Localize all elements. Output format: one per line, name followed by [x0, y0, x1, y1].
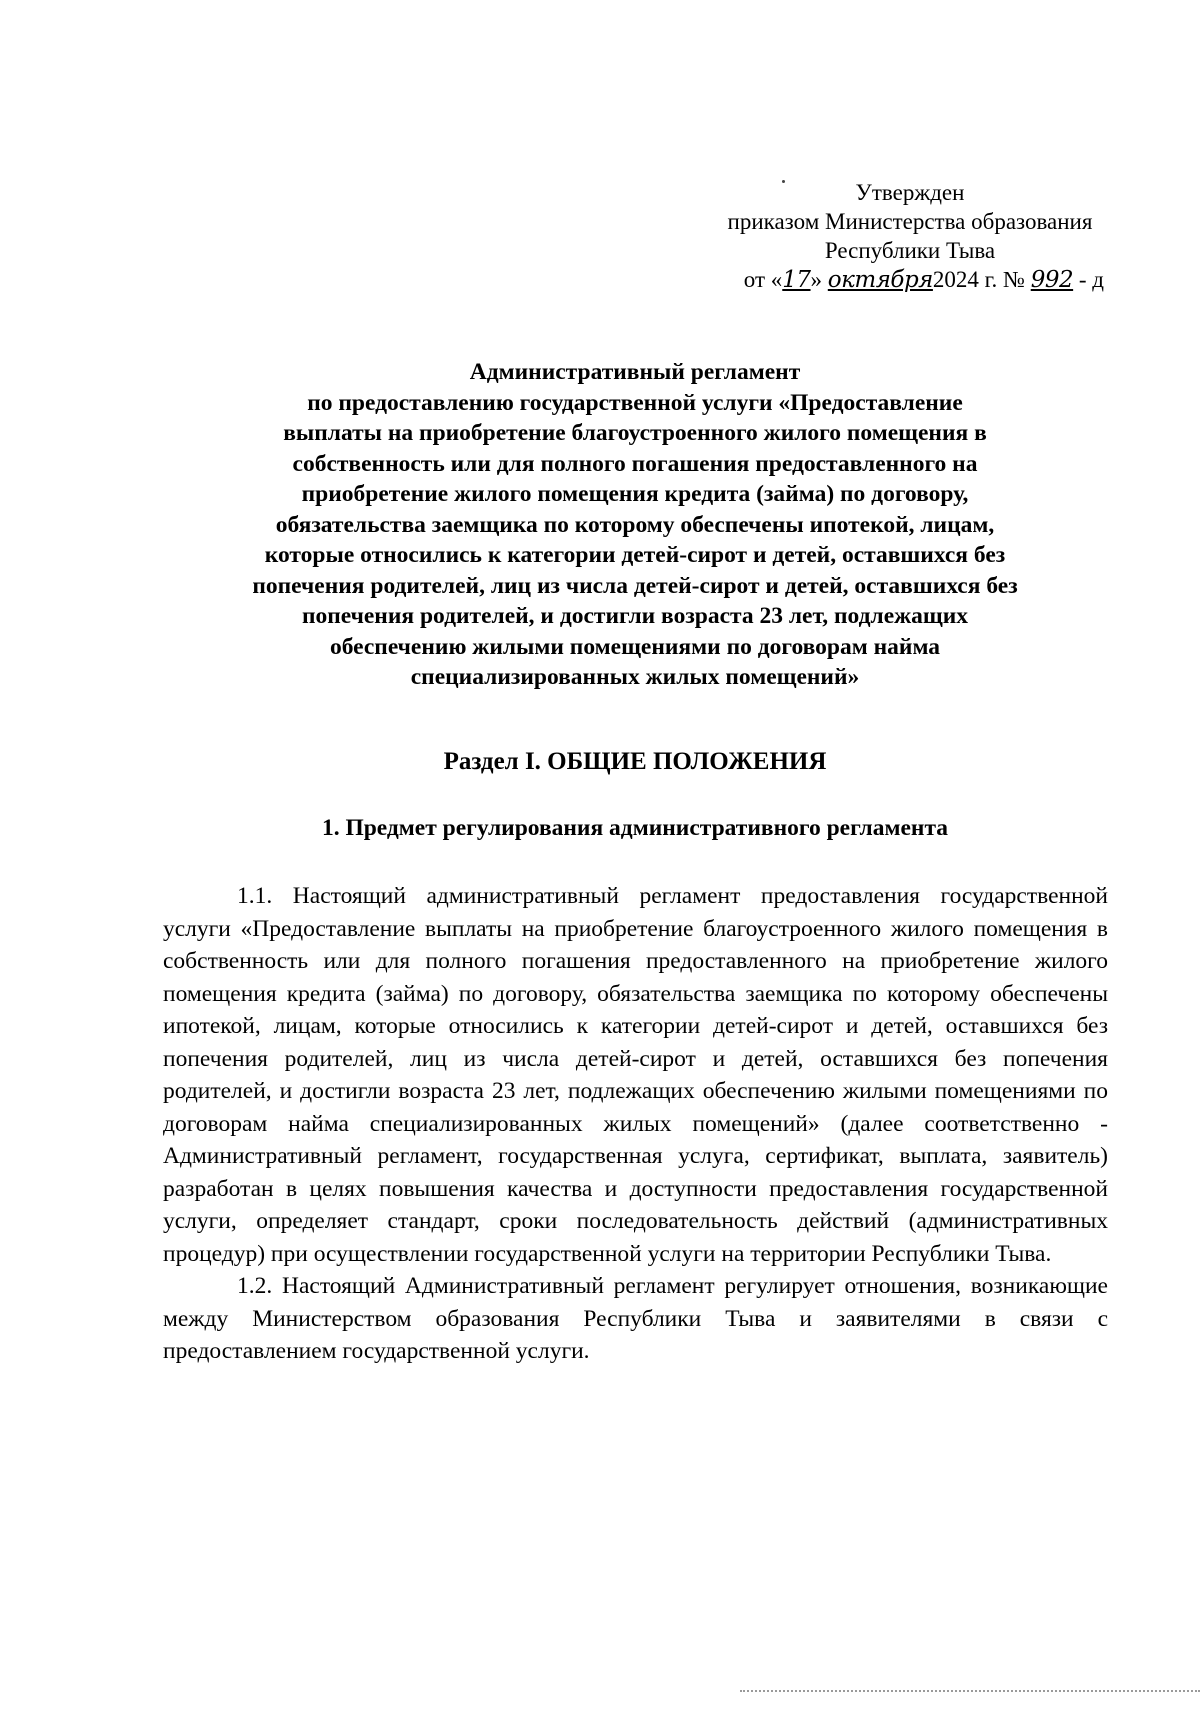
title-line: специализированных жилых помещений» — [410, 664, 860, 690]
title-line: выплаты на приобретение благоустроенного жилого помещения в — [283, 420, 987, 446]
paragraph-1-1: 1.1. Настоящий административный регламент предоставления государственной услуги «Предоставление выплаты на приобретение благоустроенного жилого помещения в собственность или для полного погашения предоставленного на приобретение жилого помещения кредита (займа) по договору, обязательства заемщика по которому обеспечены ипотекой, лицам, которые относились к категории детей-сирот и детей, оставшихся без попечения родителей, лиц из числа детей-сирот и детей, оставшихся без попечения родителей, и достигли возраста 23 лет, подлежащих обеспечению жилыми помещениями по договорам найма специализированных жилых помещений» (далее соответственно - Административный регламент, государственная услуга, сертификат, выплата, заявитель) разработан в целях повышения качества и доступности предоставления государственной услуги, определяет стандарт, сроки последовательность действий (административных процедур) при осуществлении государственной услуги на территории Республики Тыва. — [163, 883, 1108, 1267]
approval-issuer: приказом Министерства образования — [727, 209, 1093, 234]
section-heading: Раздел I. ОБЩИЕ ПОЛОЖЕНИЯ — [443, 748, 827, 775]
approval-region: Республики Тыва — [824, 238, 996, 263]
title-line: попечения родителей, лиц из числа детей-сирот и детей, оставшихся без — [252, 572, 1018, 599]
body-text — [163, 880, 1108, 1368]
date-prefix: от « — [743, 267, 783, 292]
approval-title: Утвержден — [855, 180, 965, 205]
title-line: собственность или для полного погашения предоставленного на — [292, 450, 978, 477]
title-line: по предоставлению государственной услуги «Предоставление — [307, 389, 963, 416]
date-mid: » — [810, 267, 828, 292]
title-line: попечения родителей, и достигли возраста 23 лет, подлежащих — [301, 603, 969, 629]
title-line: обеспечению жилыми помещениями по договорам найма — [329, 633, 941, 660]
title-line: приобретение жилого помещения кредита (займа) по договору, — [301, 481, 969, 507]
date-year: 2024 г. № — [932, 267, 1031, 292]
title-line: которые относились к категории детей-сирот и детей, оставшихся без — [264, 542, 1006, 568]
handwritten-month: октября — [827, 267, 933, 293]
approval-date-line — [700, 265, 1120, 295]
title-line: обязательства заемщика по которому обеспечены ипотекой, лицам, — [275, 511, 995, 538]
order-suffix: - д — [1073, 267, 1104, 292]
approval-stamp — [700, 178, 1120, 295]
scan-edge-line — [740, 1690, 1200, 1692]
document-title — [150, 357, 1120, 693]
handwritten-order-number: 992 — [1030, 267, 1074, 293]
handwritten-day: 17 — [782, 267, 811, 293]
title-line: Административный регламент — [469, 359, 801, 385]
subsection-heading: 1. Предмет регулирования административного регламента — [321, 815, 949, 841]
paragraph-1-2: 1.2. Настоящий Административный регламент регулирует отношения, возникающие между Министерством образования Республики Тыва и заявителями в связи с предоставлением государственной услуги. — [163, 1273, 1108, 1364]
